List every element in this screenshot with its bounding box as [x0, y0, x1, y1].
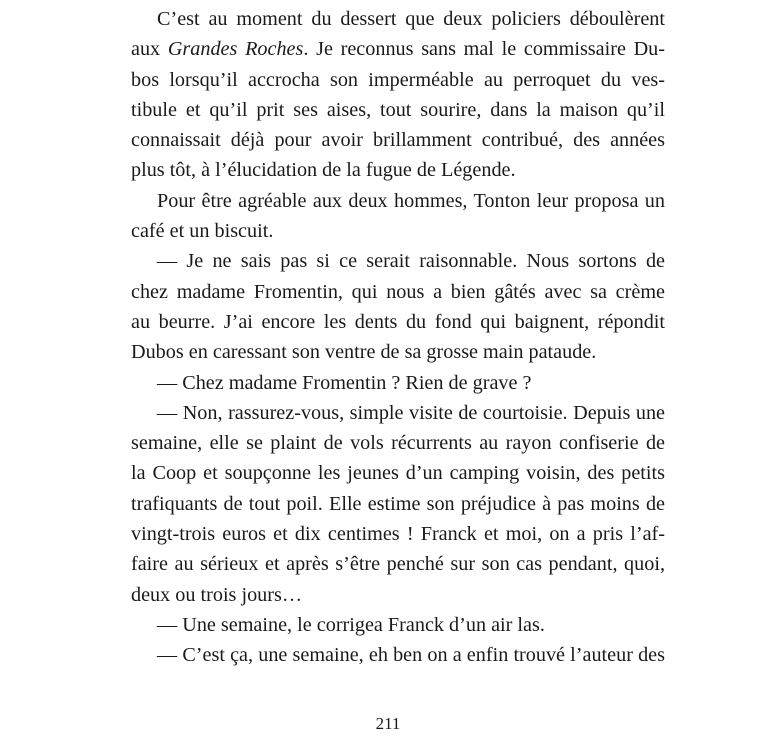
text-line: — Une semaine, le corrigea Franck d’un air las. [157, 613, 545, 636]
italic-text: Grandes Roches [167, 38, 304, 61]
page-number: 211 [375, 714, 401, 733]
text-line: — Non, rassurez-vous, simple visite de courtoisie. Depuis une [157, 401, 665, 424]
text-line: C’est au moment du dessert que deux policiers déboulèrent [157, 8, 665, 30]
text-line: — Chez madame Fromentin ? Rien de grave ? [157, 371, 532, 394]
text-segment: . Je reconnus sans mal le commissaire Du- [303, 38, 665, 61]
text-line: — Je ne sais pas si ce serait raisonnable. Nous sortons de [157, 250, 665, 273]
text-line: semaine, elle se plaint de vols récurrents au rayon confiserie de [131, 432, 665, 455]
text-segment: aux [131, 38, 168, 61]
text-line: Pour être agréable aux deux hommes, Tonton leur proposa un [157, 189, 665, 212]
text-line: plus tôt, à l’élucidation de la fugue de Légende. [131, 159, 516, 182]
text-line: connaissait déjà pour avoir brillamment contribué, des années [131, 129, 665, 152]
text-line: bos lorsqu’il accrocha son imperméable au perroquet du ves- [131, 68, 665, 91]
text-line: deux ou trois jours… [131, 583, 303, 606]
text-line: chez madame Fromentin, qui nous a bien gâtés avec sa crème [131, 280, 665, 303]
text-line: trafiquants de tout poil. Elle estime son préjudice à pas moins de [131, 492, 665, 515]
text-line: faire au sérieux et après s’être penché sur son cas pendant, quoi, [131, 553, 665, 576]
text-line [131, 34, 665, 64]
text-line: vingt-trois euros et dix centimes ! Franck et moi, on a pris l’af- [131, 523, 665, 546]
text-line: Dubos en caressant son ventre de sa grosse main pataude. [131, 341, 597, 364]
text-line: — C’est ça, une semaine, eh ben on a enfin trouvé l’auteur des [157, 644, 665, 667]
page-body [131, 4, 665, 671]
text-line: café et un biscuit. [131, 220, 274, 243]
text-line: la Coop et soupçonne les jeunes d’un camping voisin, des petits [131, 462, 665, 485]
text-line: au beurre. J’ai encore les dents du fond qui baignent, répondit [131, 310, 665, 333]
text-line: tibule et qu’il prit ses aises, tout sourire, dans la maison qu’il [131, 98, 665, 121]
